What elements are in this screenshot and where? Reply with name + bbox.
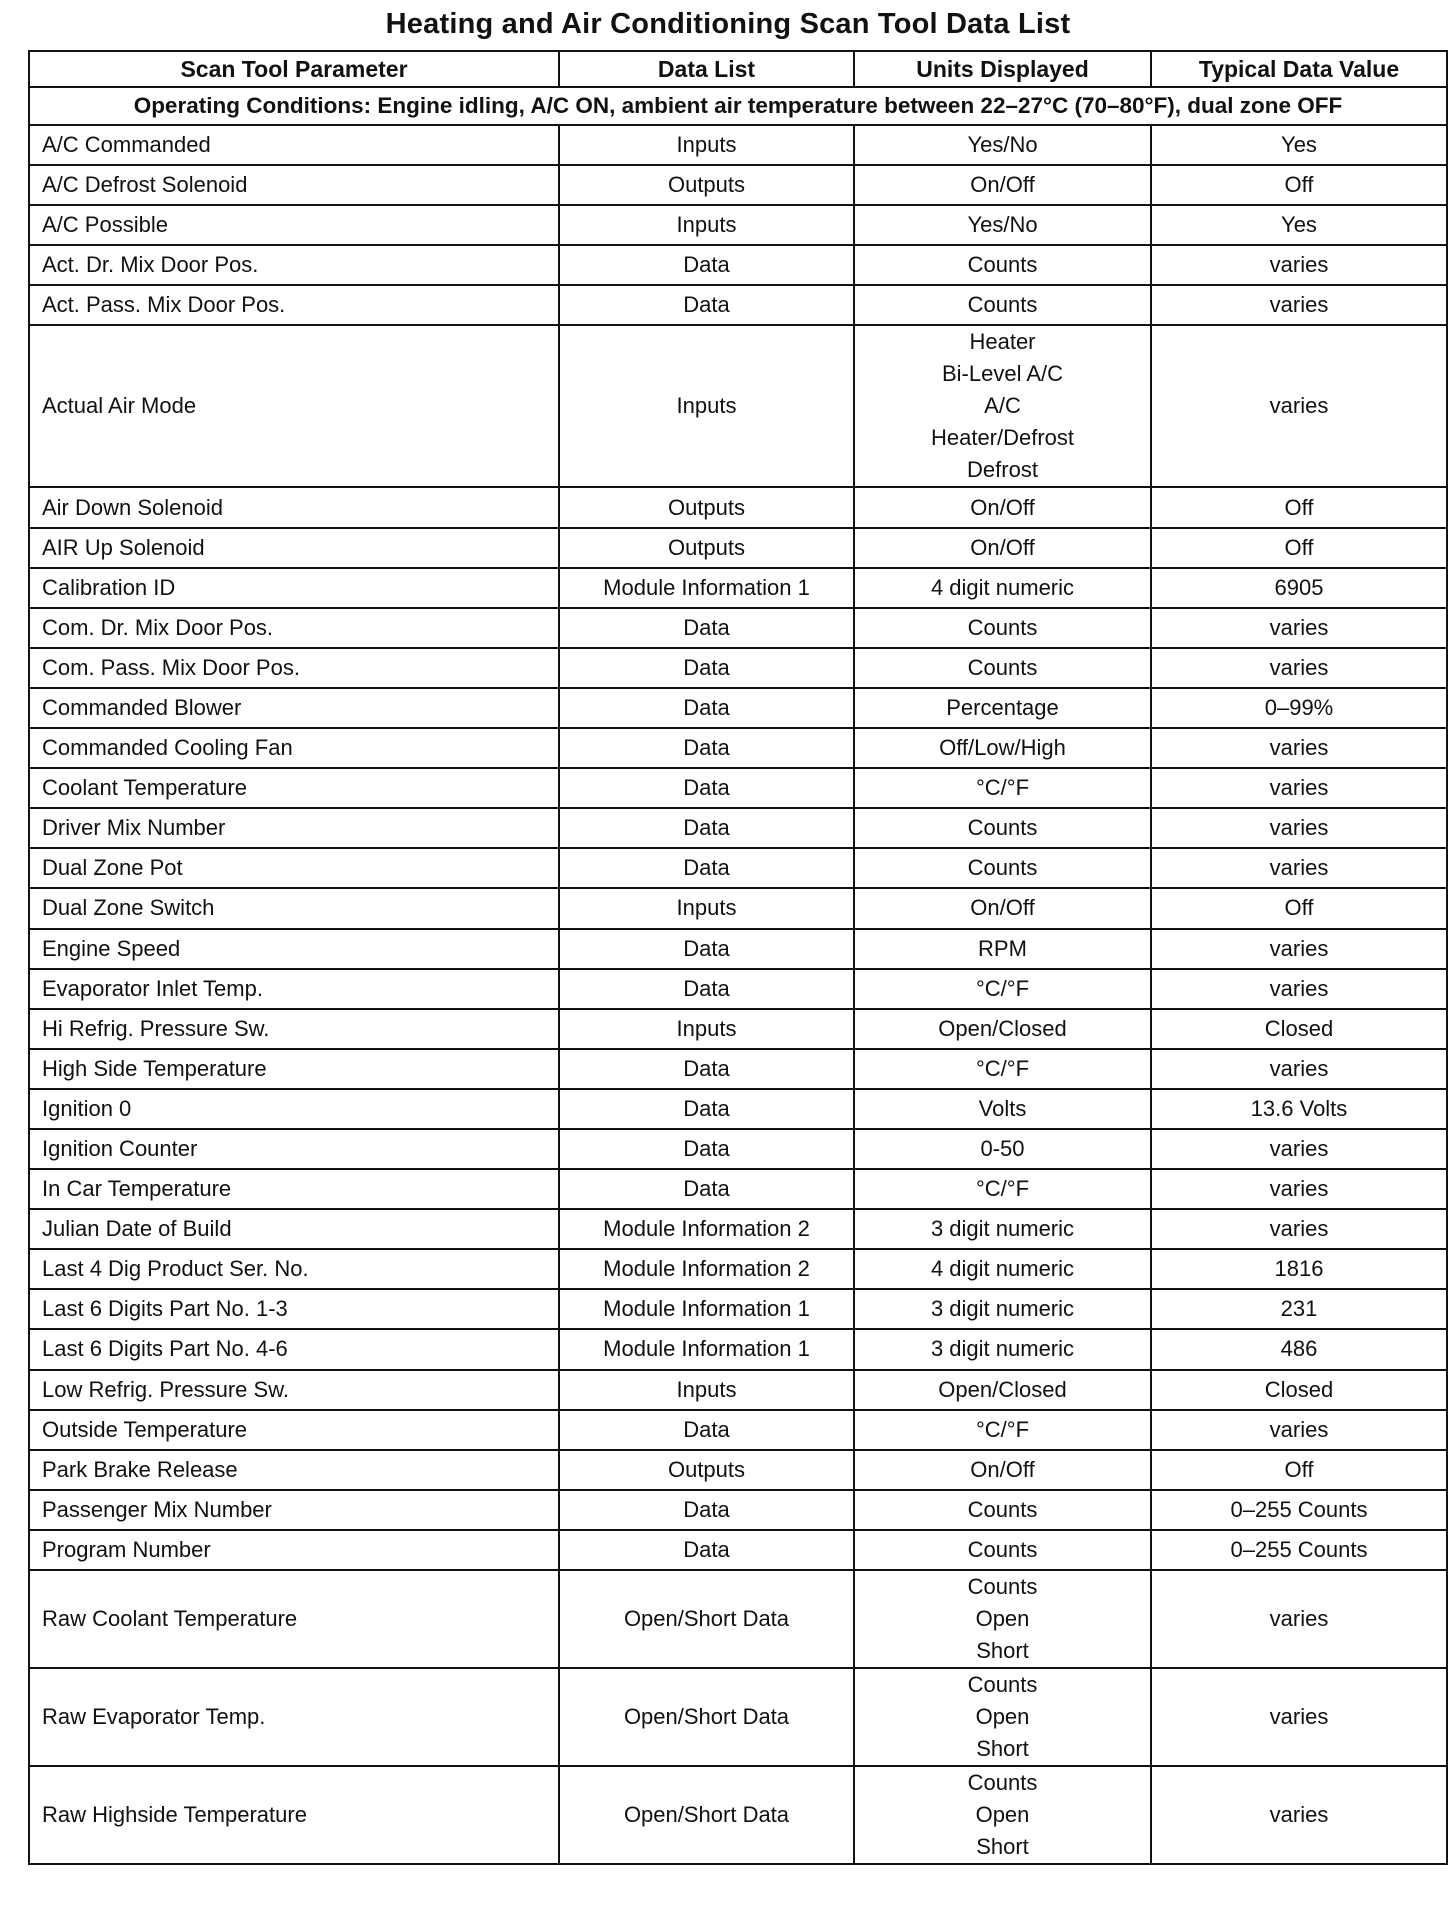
- parameter-cell: Act. Dr. Mix Door Pos.: [29, 245, 559, 285]
- typical-value-cell: varies: [1151, 969, 1447, 1009]
- data-list-cell: Inputs: [559, 325, 854, 487]
- units-cell: [854, 1249, 1151, 1289]
- data-list-cell: Inputs: [559, 1370, 854, 1410]
- table-row: [29, 808, 1447, 848]
- typical-value-cell: varies: [1151, 1209, 1447, 1249]
- parameter-cell: Raw Highside Temperature: [29, 1766, 559, 1864]
- units-cell: [854, 768, 1151, 808]
- units-line: On/Off: [970, 534, 1035, 560]
- typical-value-cell: varies: [1151, 728, 1447, 768]
- parameter-cell: Passenger Mix Number: [29, 1490, 559, 1530]
- parameter-cell: AIR Up Solenoid: [29, 528, 559, 568]
- data-list-cell: Open/Short Data: [559, 1668, 854, 1766]
- units-line: Counts: [967, 292, 1038, 318]
- parameter-cell: Ignition 0: [29, 1089, 559, 1129]
- data-list-cell: Module Information 1: [559, 1289, 854, 1329]
- units-line: Counts: [967, 1496, 1038, 1522]
- data-list-cell: Data: [559, 648, 854, 688]
- units-cell: [854, 487, 1151, 527]
- data-list-cell: Open/Short Data: [559, 1570, 854, 1668]
- typical-value-cell: varies: [1151, 929, 1447, 969]
- parameter-cell: In Car Temperature: [29, 1169, 559, 1209]
- parameter-cell: Julian Date of Build: [29, 1209, 559, 1249]
- data-list-cell: Open/Short Data: [559, 1766, 854, 1864]
- data-list-cell: Data: [559, 808, 854, 848]
- table-row: [29, 285, 1447, 325]
- typical-value-cell: varies: [1151, 608, 1447, 648]
- units-line: 0-50: [980, 1136, 1025, 1162]
- parameter-cell: Com. Pass. Mix Door Pos.: [29, 648, 559, 688]
- data-list-cell: Data: [559, 245, 854, 285]
- units-line: Open: [975, 1606, 1030, 1631]
- parameter-cell: Ignition Counter: [29, 1129, 559, 1169]
- parameter-cell: A/C Possible: [29, 205, 559, 245]
- table-row: [29, 165, 1447, 205]
- units-line: 3 digit numeric: [930, 1296, 1075, 1322]
- units-line: Yes/No: [967, 132, 1038, 158]
- data-list-cell: Data: [559, 1049, 854, 1089]
- parameter-cell: Last 4 Dig Product Ser. No.: [29, 1249, 559, 1289]
- typical-value-cell: 231: [1151, 1289, 1447, 1329]
- typical-value-cell: varies: [1151, 285, 1447, 325]
- data-list-cell: Data: [559, 285, 854, 325]
- units-cell: [854, 125, 1151, 165]
- parameter-cell: A/C Commanded: [29, 125, 559, 165]
- parameter-cell: Com. Dr. Mix Door Pos.: [29, 608, 559, 648]
- units-cell: [854, 1450, 1151, 1490]
- operating-conditions: Operating Conditions: Engine idling, A/C ON, ambient air temperature between 22–27°C (70–80°F), dual zone OFF: [29, 87, 1447, 125]
- units-cell: [854, 1289, 1151, 1329]
- typical-value-cell: Yes: [1151, 125, 1447, 165]
- parameter-cell: Raw Coolant Temperature: [29, 1570, 559, 1668]
- parameter-cell: Last 6 Digits Part No. 4-6: [29, 1329, 559, 1369]
- table-row: [29, 1049, 1447, 1089]
- parameter-cell: Engine Speed: [29, 929, 559, 969]
- data-list-cell: Module Information 1: [559, 1329, 854, 1369]
- parameter-cell: Evaporator Inlet Temp.: [29, 969, 559, 1009]
- units-line: Open/Closed: [938, 1376, 1067, 1402]
- typical-value-cell: varies: [1151, 1049, 1447, 1089]
- units-line: Counts: [967, 855, 1038, 881]
- table-row: [29, 1329, 1447, 1369]
- data-list-cell: Data: [559, 688, 854, 728]
- table-row: [29, 1169, 1447, 1209]
- operating-conditions-row: [29, 87, 1447, 125]
- table-row: [29, 648, 1447, 688]
- typical-value-cell: varies: [1151, 1129, 1447, 1169]
- typical-value-cell: varies: [1151, 245, 1447, 285]
- table-row: [29, 688, 1447, 728]
- table-row: [29, 1370, 1447, 1410]
- units-line: Volts: [978, 1095, 1027, 1121]
- units-cell: [854, 325, 1151, 487]
- units-line: Counts: [967, 614, 1038, 640]
- table-row: [29, 1490, 1447, 1530]
- typical-value-cell: 1816: [1151, 1249, 1447, 1289]
- typical-value-cell: varies: [1151, 1410, 1447, 1450]
- typical-value-cell: Off: [1151, 487, 1447, 527]
- units-line: On/Off: [970, 172, 1035, 198]
- units-line: Percentage: [946, 694, 1059, 720]
- units-line: Short: [976, 1638, 1029, 1663]
- table-row: [29, 1009, 1447, 1049]
- typical-value-cell: varies: [1151, 1668, 1447, 1766]
- header-typical-data-value: Typical Data Value: [1151, 51, 1447, 87]
- typical-value-cell: Closed: [1151, 1370, 1447, 1410]
- parameter-cell: Park Brake Release: [29, 1450, 559, 1490]
- table-row: [29, 1410, 1447, 1450]
- data-list-cell: Data: [559, 1089, 854, 1129]
- table-row: [29, 1570, 1447, 1668]
- table-row: [29, 1089, 1447, 1129]
- units-cell: [854, 1129, 1151, 1169]
- data-list-cell: Inputs: [559, 888, 854, 928]
- units-line: RPM: [978, 935, 1027, 961]
- units-cell: [854, 165, 1151, 205]
- data-list-cell: Outputs: [559, 528, 854, 568]
- data-list-cell: Data: [559, 1169, 854, 1209]
- table-row: [29, 245, 1447, 285]
- table-row: [29, 568, 1447, 608]
- units-line: Counts: [967, 1770, 1038, 1795]
- typical-value-cell: Off: [1151, 528, 1447, 568]
- units-cell: [854, 1410, 1151, 1450]
- units-cell: [854, 205, 1151, 245]
- table-row: [29, 888, 1447, 928]
- units-cell: [854, 808, 1151, 848]
- parameter-cell: Dual Zone Pot: [29, 848, 559, 888]
- units-cell: [854, 848, 1151, 888]
- parameter-cell: Driver Mix Number: [29, 808, 559, 848]
- units-line: Counts: [967, 252, 1038, 278]
- table-row: [29, 768, 1447, 808]
- typical-value-cell: Off: [1151, 888, 1447, 928]
- table-row: [29, 1450, 1447, 1490]
- parameter-cell: Last 6 Digits Part No. 1-3: [29, 1289, 559, 1329]
- table-row: [29, 1766, 1447, 1864]
- parameter-cell: A/C Defrost Solenoid: [29, 165, 559, 205]
- page-title: Heating and Air Conditioning Scan Tool Data List: [385, 8, 1071, 40]
- data-list-cell: Data: [559, 1530, 854, 1570]
- data-list-cell: Module Information 2: [559, 1249, 854, 1289]
- data-list-cell: Data: [559, 848, 854, 888]
- units-line: Heater: [969, 329, 1036, 355]
- units-line: On/Off: [970, 494, 1035, 520]
- data-list-cell: Data: [559, 1129, 854, 1169]
- units-line: Defrost: [967, 457, 1038, 483]
- units-line: Short: [976, 1834, 1029, 1859]
- parameter-cell: Actual Air Mode: [29, 325, 559, 487]
- table-row: [29, 205, 1447, 245]
- typical-value-cell: 6905: [1151, 568, 1447, 608]
- units-line: On/Off: [970, 895, 1035, 921]
- units-line: 4 digit numeric: [930, 1256, 1075, 1282]
- typical-value-cell: Off: [1151, 165, 1447, 205]
- table-row: [29, 929, 1447, 969]
- typical-value-cell: varies: [1151, 848, 1447, 888]
- units-cell: [854, 1570, 1151, 1668]
- typical-value-cell: 0–255 Counts: [1151, 1530, 1447, 1570]
- units-cell: [854, 1530, 1151, 1570]
- parameter-cell: Commanded Blower: [29, 688, 559, 728]
- table-row: [29, 848, 1447, 888]
- units-line: 3 digit numeric: [930, 1216, 1075, 1242]
- data-list-cell: Outputs: [559, 1450, 854, 1490]
- data-list-cell: Data: [559, 728, 854, 768]
- units-line: °C/°F: [975, 775, 1030, 801]
- table-row: [29, 125, 1447, 165]
- table-row: [29, 325, 1447, 487]
- table-row: [29, 1129, 1447, 1169]
- typical-value-cell: varies: [1151, 1766, 1447, 1864]
- parameter-cell: Act. Pass. Mix Door Pos.: [29, 285, 559, 325]
- units-line: Open/Closed: [938, 1015, 1067, 1041]
- data-list-cell: Data: [559, 969, 854, 1009]
- units-cell: [854, 1668, 1151, 1766]
- data-list-cell: Inputs: [559, 205, 854, 245]
- parameter-cell: High Side Temperature: [29, 1049, 559, 1089]
- data-list-cell: Data: [559, 1410, 854, 1450]
- data-list-cell: Outputs: [559, 487, 854, 527]
- parameter-cell: Air Down Solenoid: [29, 487, 559, 527]
- typical-value-cell: 13.6 Volts: [1151, 1089, 1447, 1129]
- typical-value-cell: 0–255 Counts: [1151, 1490, 1447, 1530]
- typical-value-cell: 486: [1151, 1329, 1447, 1369]
- units-cell: [854, 608, 1151, 648]
- header-data-list: Data List: [559, 51, 854, 87]
- units-cell: [854, 1766, 1151, 1864]
- table-row: [29, 1209, 1447, 1249]
- units-cell: [854, 528, 1151, 568]
- units-line: On/Off: [970, 1456, 1035, 1482]
- header-row: [29, 51, 1447, 87]
- units-line: 3 digit numeric: [930, 1336, 1075, 1362]
- units-line: Counts: [967, 1672, 1038, 1697]
- units-line: Counts: [967, 1574, 1038, 1599]
- units-cell: [854, 728, 1151, 768]
- units-line: A/C: [984, 393, 1021, 419]
- parameter-cell: Coolant Temperature: [29, 768, 559, 808]
- units-line: Off/Low/High: [939, 735, 1066, 761]
- typical-value-cell: Off: [1151, 1450, 1447, 1490]
- parameter-cell: Raw Evaporator Temp.: [29, 1668, 559, 1766]
- units-cell: [854, 1049, 1151, 1089]
- data-list-cell: Outputs: [559, 165, 854, 205]
- units-cell: [854, 1089, 1151, 1129]
- units-line: °C/°F: [975, 975, 1030, 1001]
- units-line: Counts: [967, 1536, 1038, 1562]
- units-line: Open: [975, 1704, 1030, 1729]
- table-row: [29, 528, 1447, 568]
- data-list-cell: Module Information 2: [559, 1209, 854, 1249]
- units-cell: [854, 1370, 1151, 1410]
- table-row: [29, 728, 1447, 768]
- typical-value-cell: varies: [1151, 808, 1447, 848]
- table-row: [29, 1289, 1447, 1329]
- data-list-cell: Data: [559, 1490, 854, 1530]
- units-line: Open: [975, 1802, 1030, 1827]
- typical-value-cell: varies: [1151, 1570, 1447, 1668]
- units-cell: [854, 285, 1151, 325]
- header-scan-tool-parameter: Scan Tool Parameter: [29, 51, 559, 87]
- units-cell: [854, 929, 1151, 969]
- typical-value-cell: 0–99%: [1151, 688, 1447, 728]
- units-line: °C/°F: [975, 1176, 1030, 1202]
- units-line: Yes/No: [967, 212, 1038, 238]
- units-cell: [854, 888, 1151, 928]
- units-line: Short: [976, 1736, 1029, 1761]
- units-line: Counts: [967, 815, 1038, 841]
- data-list-cell: Module Information 1: [559, 568, 854, 608]
- units-cell: [854, 568, 1151, 608]
- parameter-cell: Calibration ID: [29, 568, 559, 608]
- data-list-cell: Data: [559, 768, 854, 808]
- units-cell: [854, 1009, 1151, 1049]
- typical-value-cell: varies: [1151, 325, 1447, 487]
- units-cell: [854, 245, 1151, 285]
- units-line: °C/°F: [975, 1055, 1030, 1081]
- table-row: [29, 487, 1447, 527]
- data-list-cell: Data: [559, 608, 854, 648]
- table-row: [29, 1530, 1447, 1570]
- parameter-cell: Program Number: [29, 1530, 559, 1570]
- parameter-cell: Dual Zone Switch: [29, 888, 559, 928]
- header-units-displayed: Units Displayed: [854, 51, 1151, 87]
- units-line: °C/°F: [975, 1416, 1030, 1442]
- typical-value-cell: varies: [1151, 648, 1447, 688]
- units-cell: [854, 969, 1151, 1009]
- data-list-cell: Data: [559, 929, 854, 969]
- typical-value-cell: Yes: [1151, 205, 1447, 245]
- units-cell: [854, 1169, 1151, 1209]
- parameter-cell: Low Refrig. Pressure Sw.: [29, 1370, 559, 1410]
- data-list-cell: Inputs: [559, 125, 854, 165]
- table-row: [29, 1249, 1447, 1289]
- units-line: Counts: [967, 654, 1038, 680]
- units-cell: [854, 1329, 1151, 1369]
- typical-value-cell: varies: [1151, 1169, 1447, 1209]
- table-row: [29, 608, 1447, 648]
- typical-value-cell: Closed: [1151, 1009, 1447, 1049]
- typical-value-cell: varies: [1151, 768, 1447, 808]
- table-row: [29, 969, 1447, 1009]
- parameter-cell: Outside Temperature: [29, 1410, 559, 1450]
- units-cell: [854, 688, 1151, 728]
- data-list-cell: Inputs: [559, 1009, 854, 1049]
- units-line: Heater/Defrost: [930, 425, 1075, 451]
- units-line: 4 digit numeric: [930, 574, 1075, 600]
- units-cell: [854, 1490, 1151, 1530]
- units-cell: [854, 648, 1151, 688]
- units-line: Bi-Level A/C: [941, 361, 1064, 387]
- scan-tool-data-table: [28, 50, 1448, 1865]
- parameter-cell: Commanded Cooling Fan: [29, 728, 559, 768]
- units-cell: [854, 1209, 1151, 1249]
- parameter-cell: Hi Refrig. Pressure Sw.: [29, 1009, 559, 1049]
- table-row: [29, 1668, 1447, 1766]
